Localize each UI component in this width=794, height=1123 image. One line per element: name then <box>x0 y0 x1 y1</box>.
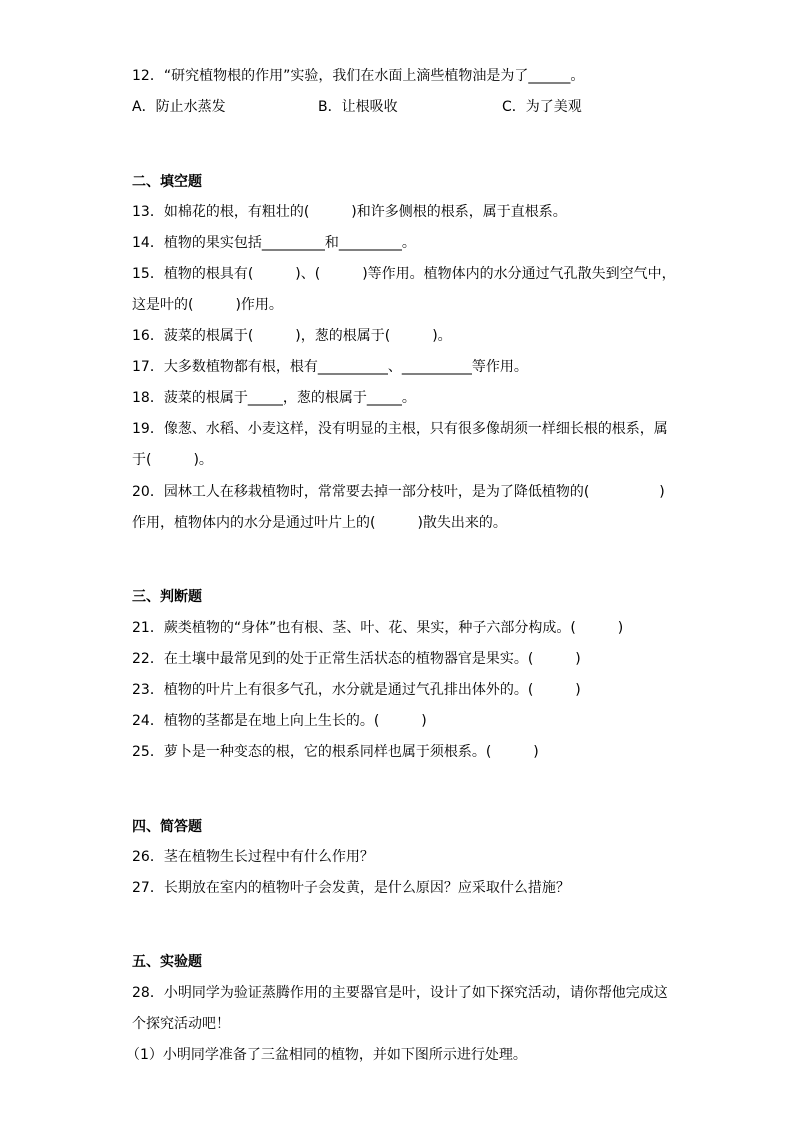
question-20-line-2: 作用，植物体内的水分是通过叶片上的( )散失出来的。 <box>132 515 507 531</box>
question-23: 23．植物的叶片上有很多气孔，水分就是通过气孔排出体外的。( ) <box>132 682 581 698</box>
question-25: 25．萝卜是一种变态的根，它的根系同样也属于须根系。( ) <box>132 744 539 760</box>
question-19-line-1: 19．像葱、水稻、小麦这样，没有明显的主根，只有很多像胡须一样细长根的根系，属 <box>132 421 668 437</box>
question-15-line-2: 这是叶的( )作用。 <box>132 297 283 313</box>
question-24: 24．植物的茎都是在地上向上生长的。( ) <box>132 713 427 729</box>
question-22: 22．在土壤中最常见到的处于正常生活状态的植物器官是果实。( ) <box>132 651 581 667</box>
section-experiment-title: 五、实验题 <box>132 954 202 970</box>
question-27: 27．长期放在室内的植物叶子会发黄，是什么原因？应采取什么措施？ <box>132 880 570 896</box>
question-18: 18．菠菜的根属于_____，葱的根属于_____。 <box>132 390 416 406</box>
question-28-subquestion-1: （1）小明同学准备了三盆相同的植物，并如下图所示进行处理。 <box>126 1047 527 1063</box>
question-16: 16．菠菜的根属于( )，葱的根属于( )。 <box>132 328 452 344</box>
question-14: 14．植物的果实包括_________和_________。 <box>132 235 416 251</box>
section-short-answer-title: 四、简答题 <box>132 819 202 835</box>
question-28-line-1: 28．小明同学为验证蒸腾作用的主要器官是叶，设计了如下探究活动，请你帮他完成这 <box>132 985 668 1001</box>
question-21: 21．蕨类植物的“身体”也有根、茎、叶、花、果实，种子六部分构成。( ) <box>132 620 624 636</box>
question-19-line-2: 于( )。 <box>132 452 213 468</box>
question-12-option-b: B．让根吸收 <box>318 99 398 115</box>
question-20-line-1: 20．园林工人在移栽植物时，常常要去掉一部分枝叶，是为了降低植物的( ) <box>132 484 665 500</box>
question-28-line-2: 个探究活动吧！ <box>132 1016 230 1032</box>
section-true-false-title: 三、判断题 <box>132 589 202 605</box>
question-12-option-a: A．防止水蒸发 <box>132 99 226 115</box>
question-17: 17．大多数植物都有根，根有__________、__________等作用。 <box>132 359 528 375</box>
question-26: 26．茎在植物生长过程中有什么作用？ <box>132 849 374 865</box>
question-12-option-c: C．为了美观 <box>502 99 582 115</box>
question-13: 13．如棉花的根，有粗壮的( )和许多侧根的根系，属于直根系。 <box>132 204 567 220</box>
section-fill-in-title: 二、填空题 <box>132 174 202 190</box>
question-12-stem: 12．“研究植物根的作用”实验，我们在水面上滴些植物油是为了______。 <box>132 68 585 84</box>
question-15-line-1: 15．植物的根具有( )、( )等作用。植物体内的水分通过气孔散失到空气中， <box>132 266 676 282</box>
